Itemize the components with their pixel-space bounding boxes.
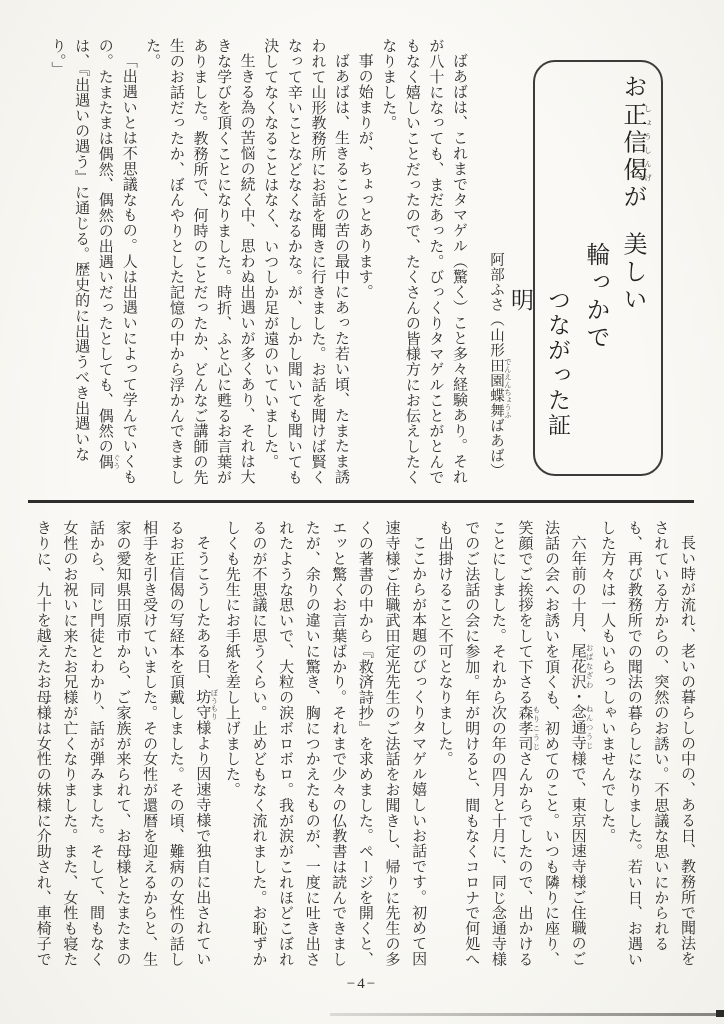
- title-gap: [632, 212, 633, 232]
- title-column-3: [502, 74, 576, 462]
- scan-edge-artifact: [330, 1013, 724, 1016]
- title-line-4: つながった証明: [508, 288, 570, 438]
- paragraph: ばあばは、生きることの苦の最中にあった若い頃、たまたま誘われて山形教務所にお話を聞きに行きました。お話を聞けば賢くなって辛いことなどなくなるかな。が、しかし聞いても聞いても決してなくなることはなく、いつしか足が遠のいていました。: [262, 38, 350, 485]
- page-number: −4−: [346, 976, 378, 992]
- paragraph: 「出遇いとは不思議なもの。人は出遇いによって学んでいくもの。たまたまは偶然、偶然の出遇いだったとしても、偶然の偶 ぐうは、『出遇いの遇う』に通じる。歴史的に出遇うべき出遇いなり。」: [49, 38, 137, 485]
- top-text-block: [49, 38, 470, 486]
- paragraph: 事の始まりが、ちょっとあります。: [356, 53, 373, 300]
- paragraph: 長い時が流れ、老いの暮らしの中の、ある日、教務所で聞法をされている方からの、突然のお誘い。不思議な思いにかられるも、再び教務所での聞法の暮らしになりました。若い日、お遇いした方々は一人もいらっしゃいませんでした。: [599, 520, 695, 967]
- bottom-text-block: [34, 520, 700, 968]
- title-line-2: 美しい: [619, 231, 645, 314]
- paragraph: ばあばは、これまでタマゲル（驚く）こと多々経験あり。それが八十になっても、まだあった。びっくりタマゲルことがとんでもなく嬉しいことだったので、たくさんの皆様方にお伝えしたくなりました。: [380, 38, 467, 485]
- paragraph: 生きる為の苦悩の続く中、思わぬ出遇いが多くあり、それは大きな学びを頂くことになりました。時折、ふと心に甦るお言葉がありました。教務所で、何時のことだったか、どんなご講師の先生のお話だったか、ぼんやりとした記憶の中から浮かんできました。: [144, 38, 255, 485]
- title-column-2: [576, 74, 613, 462]
- title-line-1: お正信偈しょうしんげが: [619, 74, 653, 212]
- title-line-3: 輪っかで: [582, 242, 608, 352]
- paragraph: ここからが本題のびっくりタマゲル嬉しいお話です。初めて因速寺様ご住職武田定光先生のご法話をお聞きし、帰りに先生の多くの著書の中から『救済詩抄』を求めました。ページを開くと、エッと驚くお言葉ばかり。それまで少々の仏教書は読んできましたが、余りの違いに驚き、胸につかえたものが、一度に吐き出されたような思いで、大粒の涙ボロボロ。我が涙がこれほどこぼれるのが不思議に思うくらい。止めどもなく流れました。お恥ずかしくも先生にお手紙を差し上げました。: [223, 520, 427, 967]
- section-divider-rule: [28, 500, 694, 503]
- article-title-box: [508, 60, 663, 476]
- paragraph: 六年前の十月、尾花沢 おばなざわ・念通寺 ねんつうじ様で、東京因速寺様ご住職のご法話の会へお誘いを頂くも、初めてのこと。いつも隣りに座り、笑顔でご挨拶をして下さる森孝司 もりこうじさんからでしたので、出かけることにしました。それから次の年の四月と十月に、同じ念通寺様でのご法話の会に参加。年が明けると、間もなくコロナで何処へも出掛けること不可となりました。: [436, 520, 595, 967]
- scan-corner-artifact: [716, 1010, 724, 1017]
- paragraph: そうこうしたある日、坊守 ぼうもり様より因速寺様で独自に出されているお正信偈の写経本を頂戴しました。その頃、難病の女性の話し相手を引き受けていました。その女性が還暦を迎えるからと、生家の愛知県田原市から、ご家族が来られて、お母様とたまたまの話から、同じ門徒とわかり、話が弾みました。そして、間もなく女性のお祝いに来たお兄様が亡くなりました。また、女性も寝たきりに、九十を越えたお母様は女性の妹様に介助され、車椅子で: [34, 520, 219, 967]
- author-byline: 阿部ふさ（山形田園蝶舞 でんえんちょうふばあば）: [488, 252, 513, 479]
- title-column-1: [613, 74, 652, 462]
